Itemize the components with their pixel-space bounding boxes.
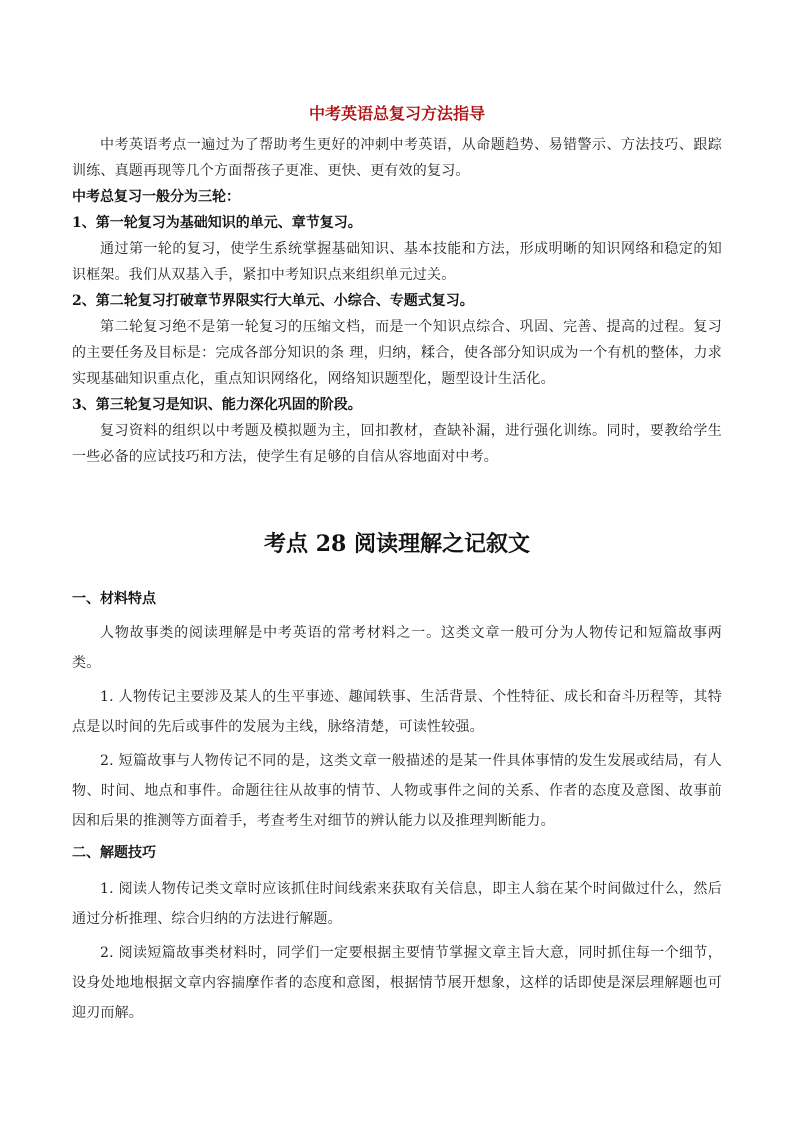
round1-heading: 1、第一轮复习为基础知识的单元、章节复习。 (72, 215, 362, 231)
section-title: 考点 28 阅读理解之记叙文 (264, 531, 530, 557)
biography-paragraph: 1. 人物传记主要涉及某人的生平事迹、趣闻轶事、生活背景、个性特征、成长和奋斗历程等，其特点是以时间的先后或事件的发展为主线，脉络清楚，可读性较强。 (72, 689, 722, 735)
round3-paragraph: 复习资料的组织以中考题及模拟题为主，回扣教材，查缺补漏，进行强化训练。同时，要教给学生一些必备的应试技巧和方法，使学生有足够的自信从容地面对中考。 (72, 423, 722, 465)
solving-tips-heading: 二、解题技巧 (72, 845, 156, 861)
intro-paragraph: 中考英语考点一遍过为了帮助考生更好的冲刺中考英语，从命题趋势、易错警示、方法技巧、跟踪训练、真题再现等几个方面帮孩子更准、更快、更有效的复习。 (72, 137, 722, 179)
review-summary-heading: 中考总复习一般分为三轮： (72, 189, 240, 205)
material-features-heading: 一、材料特点 (72, 591, 156, 607)
material-features-intro: 人物故事类的阅读理解是中考英语的常考材料之一。这类文章一般可分为人物传记和短篇故事两类。 (72, 625, 722, 671)
round1-paragraph: 通过第一轮的复习，使学生系统掌握基础知识、基本技能和方法，形成明晰的知识网络和稳定的知识框架。我们从双基入手，紧扣中考知识点来组织单元过关。 (72, 241, 722, 283)
tip2-paragraph: 2. 阅读短篇故事类材料时，同学们一定要根据主要情节掌握文章主旨大意，同时抓住每一个细节，设身处地地根据文章内容揣摩作者的态度和意图，根据情节展开想象，这样的话即使是深层理解题也可迎刃而解。 (72, 945, 722, 1021)
round3-heading: 3、第三轮复习是知识、能力深化巩固的阶段。 (72, 397, 362, 413)
document-content (72, 100, 722, 1032)
intro-title: 中考英语总复习方法指导 (308, 104, 485, 123)
round2-paragraph: 第二轮复习绝不是第一轮复习的压缩文档，而是一个知识点综合、巩固、完善、提高的过程。复习的主要任务及目标是：完成各部分知识的条 理，归纳，糅合，使各部分知识成为一个有机的整体，力求实现基础知识重点化，重点知识网络化，网络知识题型化，题型设计生活化。 (72, 319, 722, 387)
short-story-paragraph: 2. 短篇故事与人物传记不同的是，这类文章一般描述的是某一件具体事情的发生发展或结局，有人物、时间、地点和事件。命题往往从故事的情节、人物或事件之间的关系、作者的态度及意图、故事前因和后果的推测等方面着手，考查考生对细节的辨认能力以及推理判断能力。 (72, 753, 722, 829)
round2-heading: 2、第二轮复习打破章节界限实行大单元、小综合、专题式复习。 (72, 293, 474, 309)
tip1-paragraph: 1. 阅读人物传记类文章时应该抓住时间线索来获取有关信息，即主人翁在某个时间做过什么，然后通过分析推理、综合归纳的方法进行解题。 (72, 881, 722, 927)
